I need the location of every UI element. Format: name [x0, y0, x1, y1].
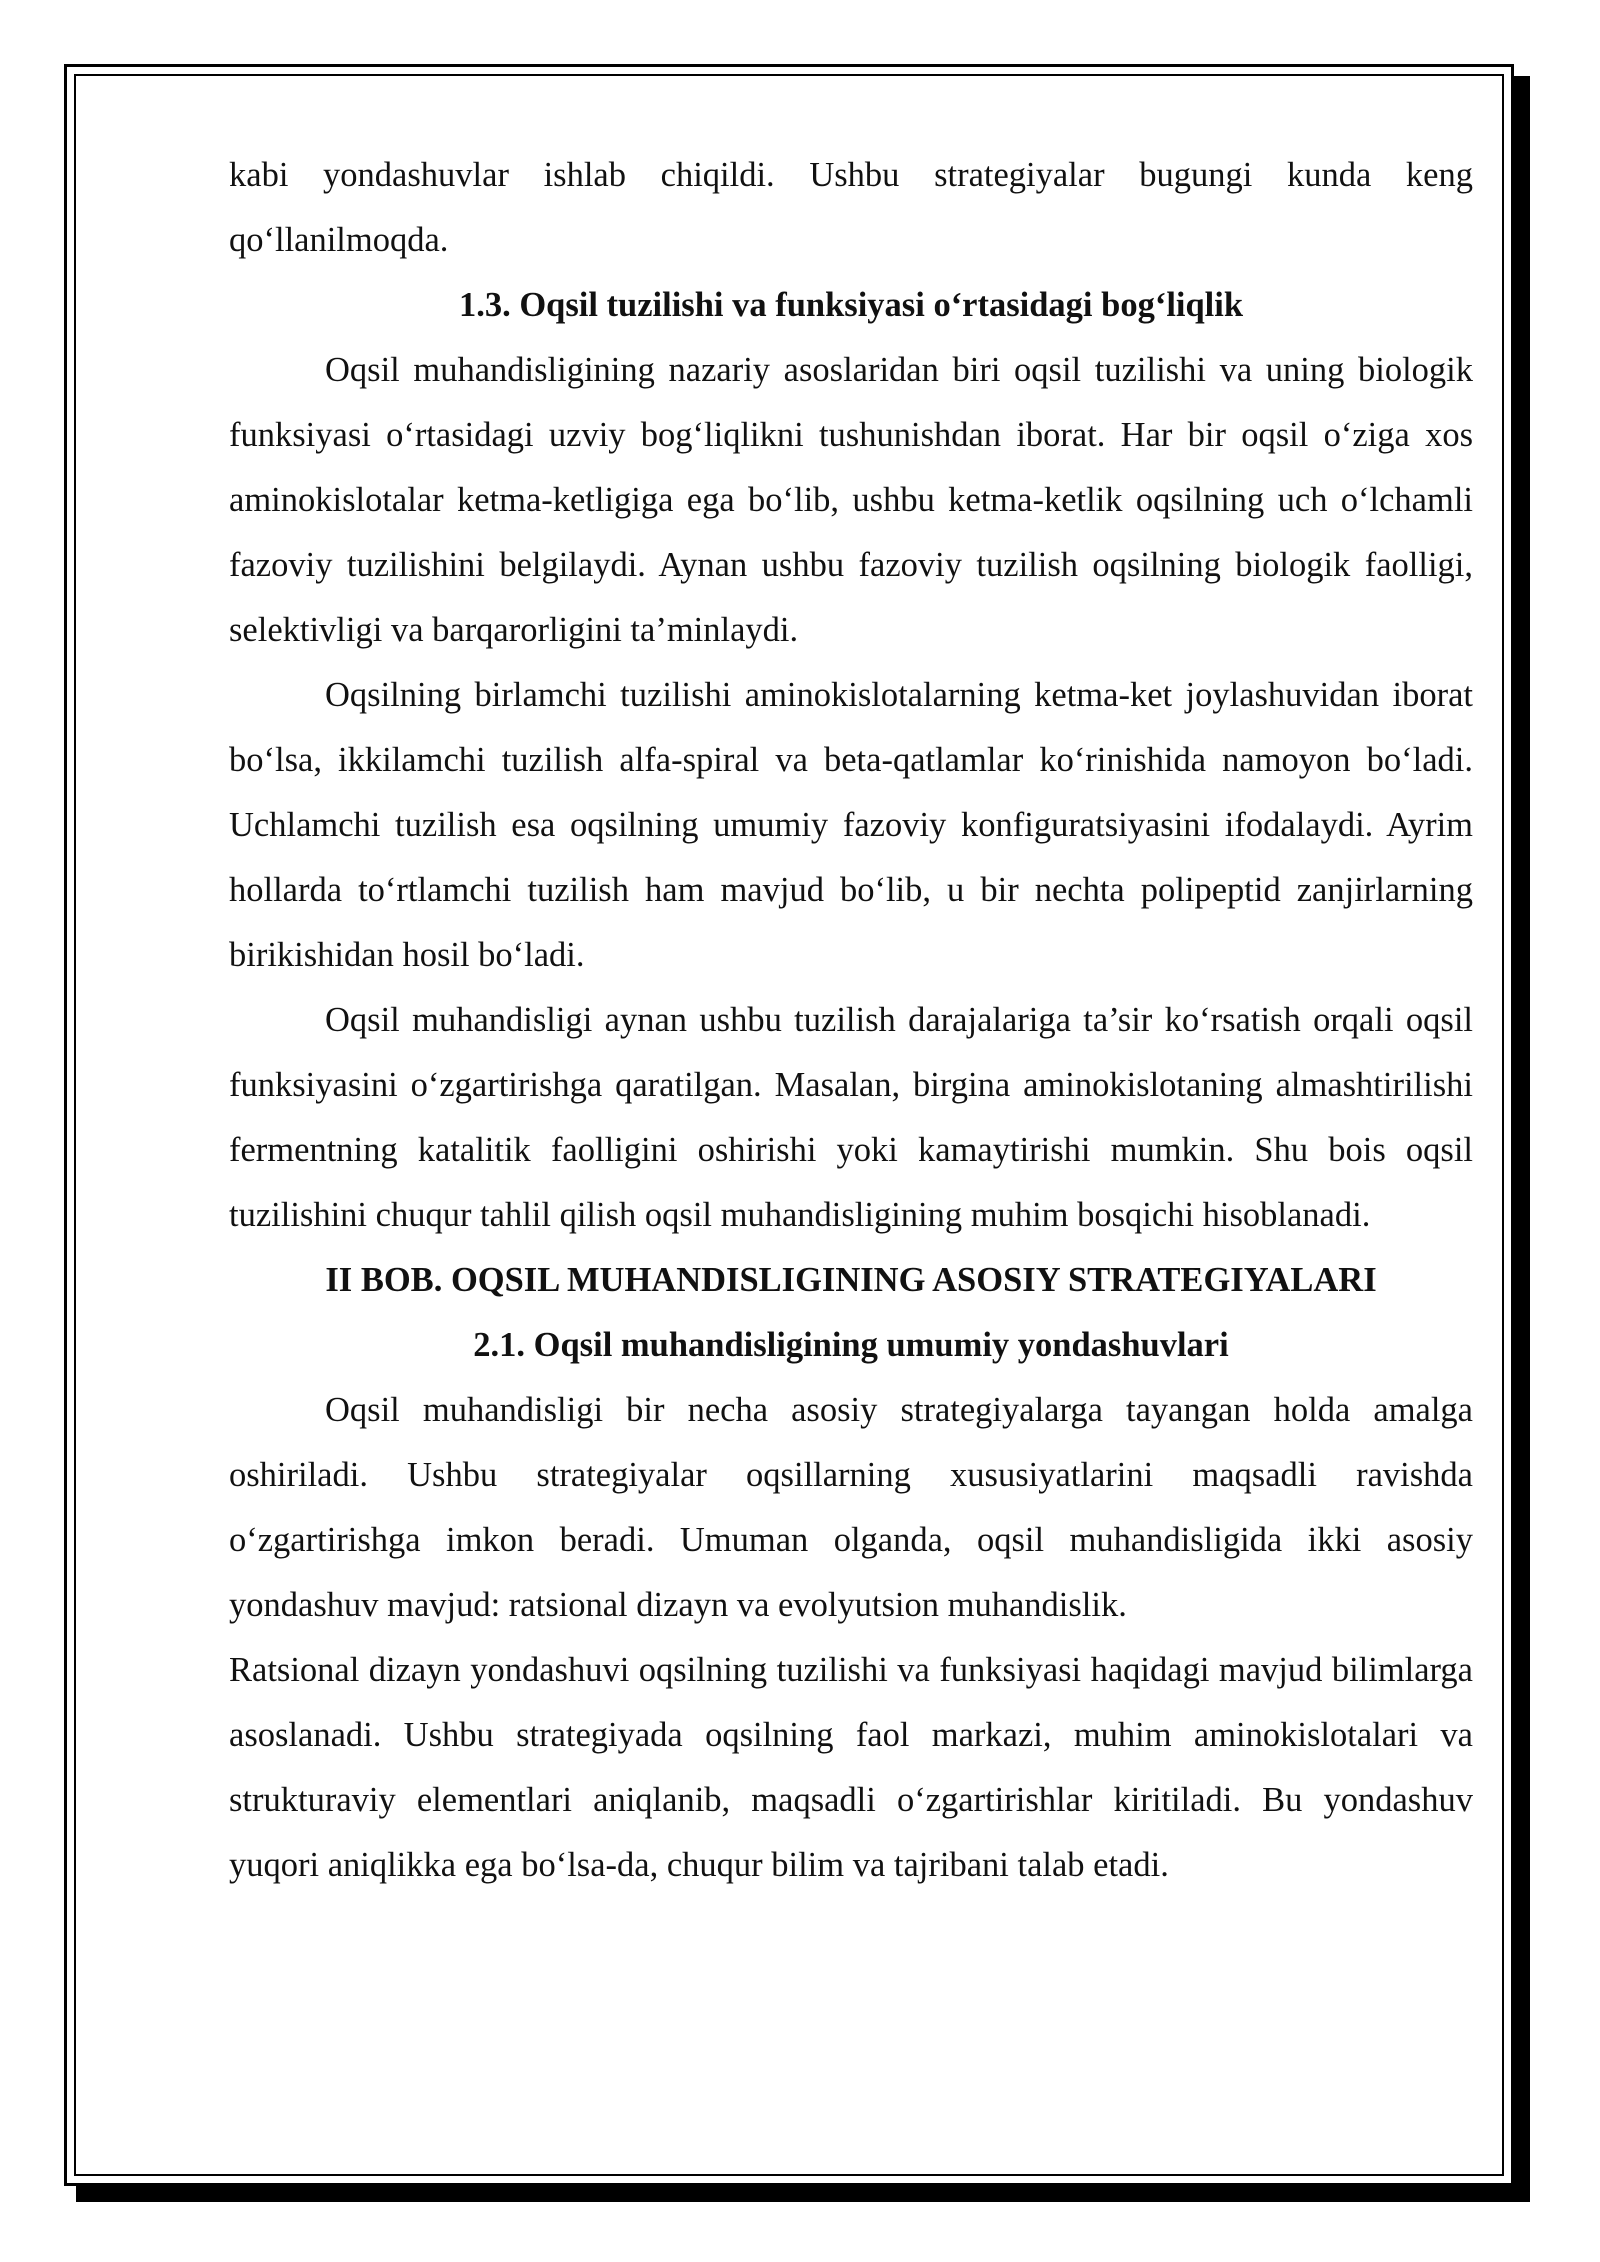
paragraph: Oqsil muhandisligi aynan ushbu tuzilish darajalariga ta’sir ko‘rsatish orqali oqsil funksiyasini o‘zgartirishga qaratilgan. Masalan, birgina aminokislotaning almashtirilishi fermentning katalitik faolligini oshirishi yoki kamaytirishi mumkin. Shu bois oqsil tuzilishini chuqur tahlil qilish oqsil muhandisligining muhim bosqichi hisoblanadi. [229, 1001, 1473, 1234]
document-body [229, 143, 1473, 1898]
paragraph: Oqsil muhandisligi bir necha asosiy strategiyalarga tayangan holda amalga oshiriladi. Ushbu strategiyalar oqsillarning xususiyatlarini maqsadli ravishda o‘zgartirishga imkon beradi. Umuman olganda, oqsil muhandisligida ikki asosiy yondashuv mavjud: ratsional dizayn va evolyutsion muhandislik. [229, 1391, 1473, 1624]
chapter-heading: II BOB. OQSIL MUHANDISLIGINING ASOSIY STRATEGIYALARI [325, 1261, 1377, 1299]
section-heading-2-1: 2.1. Oqsil muhandisligining umumiy yondashuvlari [473, 1326, 1229, 1364]
paragraph: Oqsilning birlamchi tuzilishi aminokislotalarning ketma-ket joylashuvidan iborat bo‘lsa, ikkilamchi tuzilish alfa-spiral va beta-qatlamlar ko‘rinishida namoyon bo‘ladi. Uchlamchi tuzilish esa oqsilning umumiy fazoviy konfiguratsiyasini ifodalaydi. Ayrim hollarda to‘rtlamchi tuzilish ham mavjud bo‘lib, u bir nechta polipeptid zanjirlarning birikishidan hosil bo‘ladi. [229, 676, 1473, 974]
paragraph: Ratsional dizayn yondashuvi oqsilning tuzilishi va funksiyasi haqidagi mavjud bilimlarga asoslanadi. Ushbu strategiyada oqsilning faol markazi, muhim aminokislotalari va strukturaviy elementlari aniqlanib, maqsadli o‘zgartirishlar kiritiladi. Bu yondashuv yuqori aniqlikka ega bo‘lsa-da, chuqur bilim va tajribani talab etadi. [229, 1651, 1473, 1884]
paragraph: Oqsil muhandisligining nazariy asoslaridan biri oqsil tuzilishi va uning biologik funksiyasi o‘rtasidagi uzviy bog‘liqlikni tushunishdan iborat. Har bir oqsil o‘ziga xos aminokislotalar ketma-ketligiga ega bo‘lib, ushbu ketma-ketlik oqsilning uch o‘lchamli fazoviy tuzilishini belgilaydi. Aynan ushbu fazoviy tuzilish oqsilning biologik faolligi, selektivligi va barqarorligini ta’minlaydi. [229, 351, 1473, 649]
paragraph-continuation: kabi yondashuvlar ishlab chiqildi. Ushbu strategiyalar bugungi kunda keng qo‘llanilmoqda. [229, 156, 1473, 259]
section-heading-1-3: 1.3. Oqsil tuzilishi va funksiyasi o‘rtasidagi bog‘liqlik [458, 286, 1244, 324]
